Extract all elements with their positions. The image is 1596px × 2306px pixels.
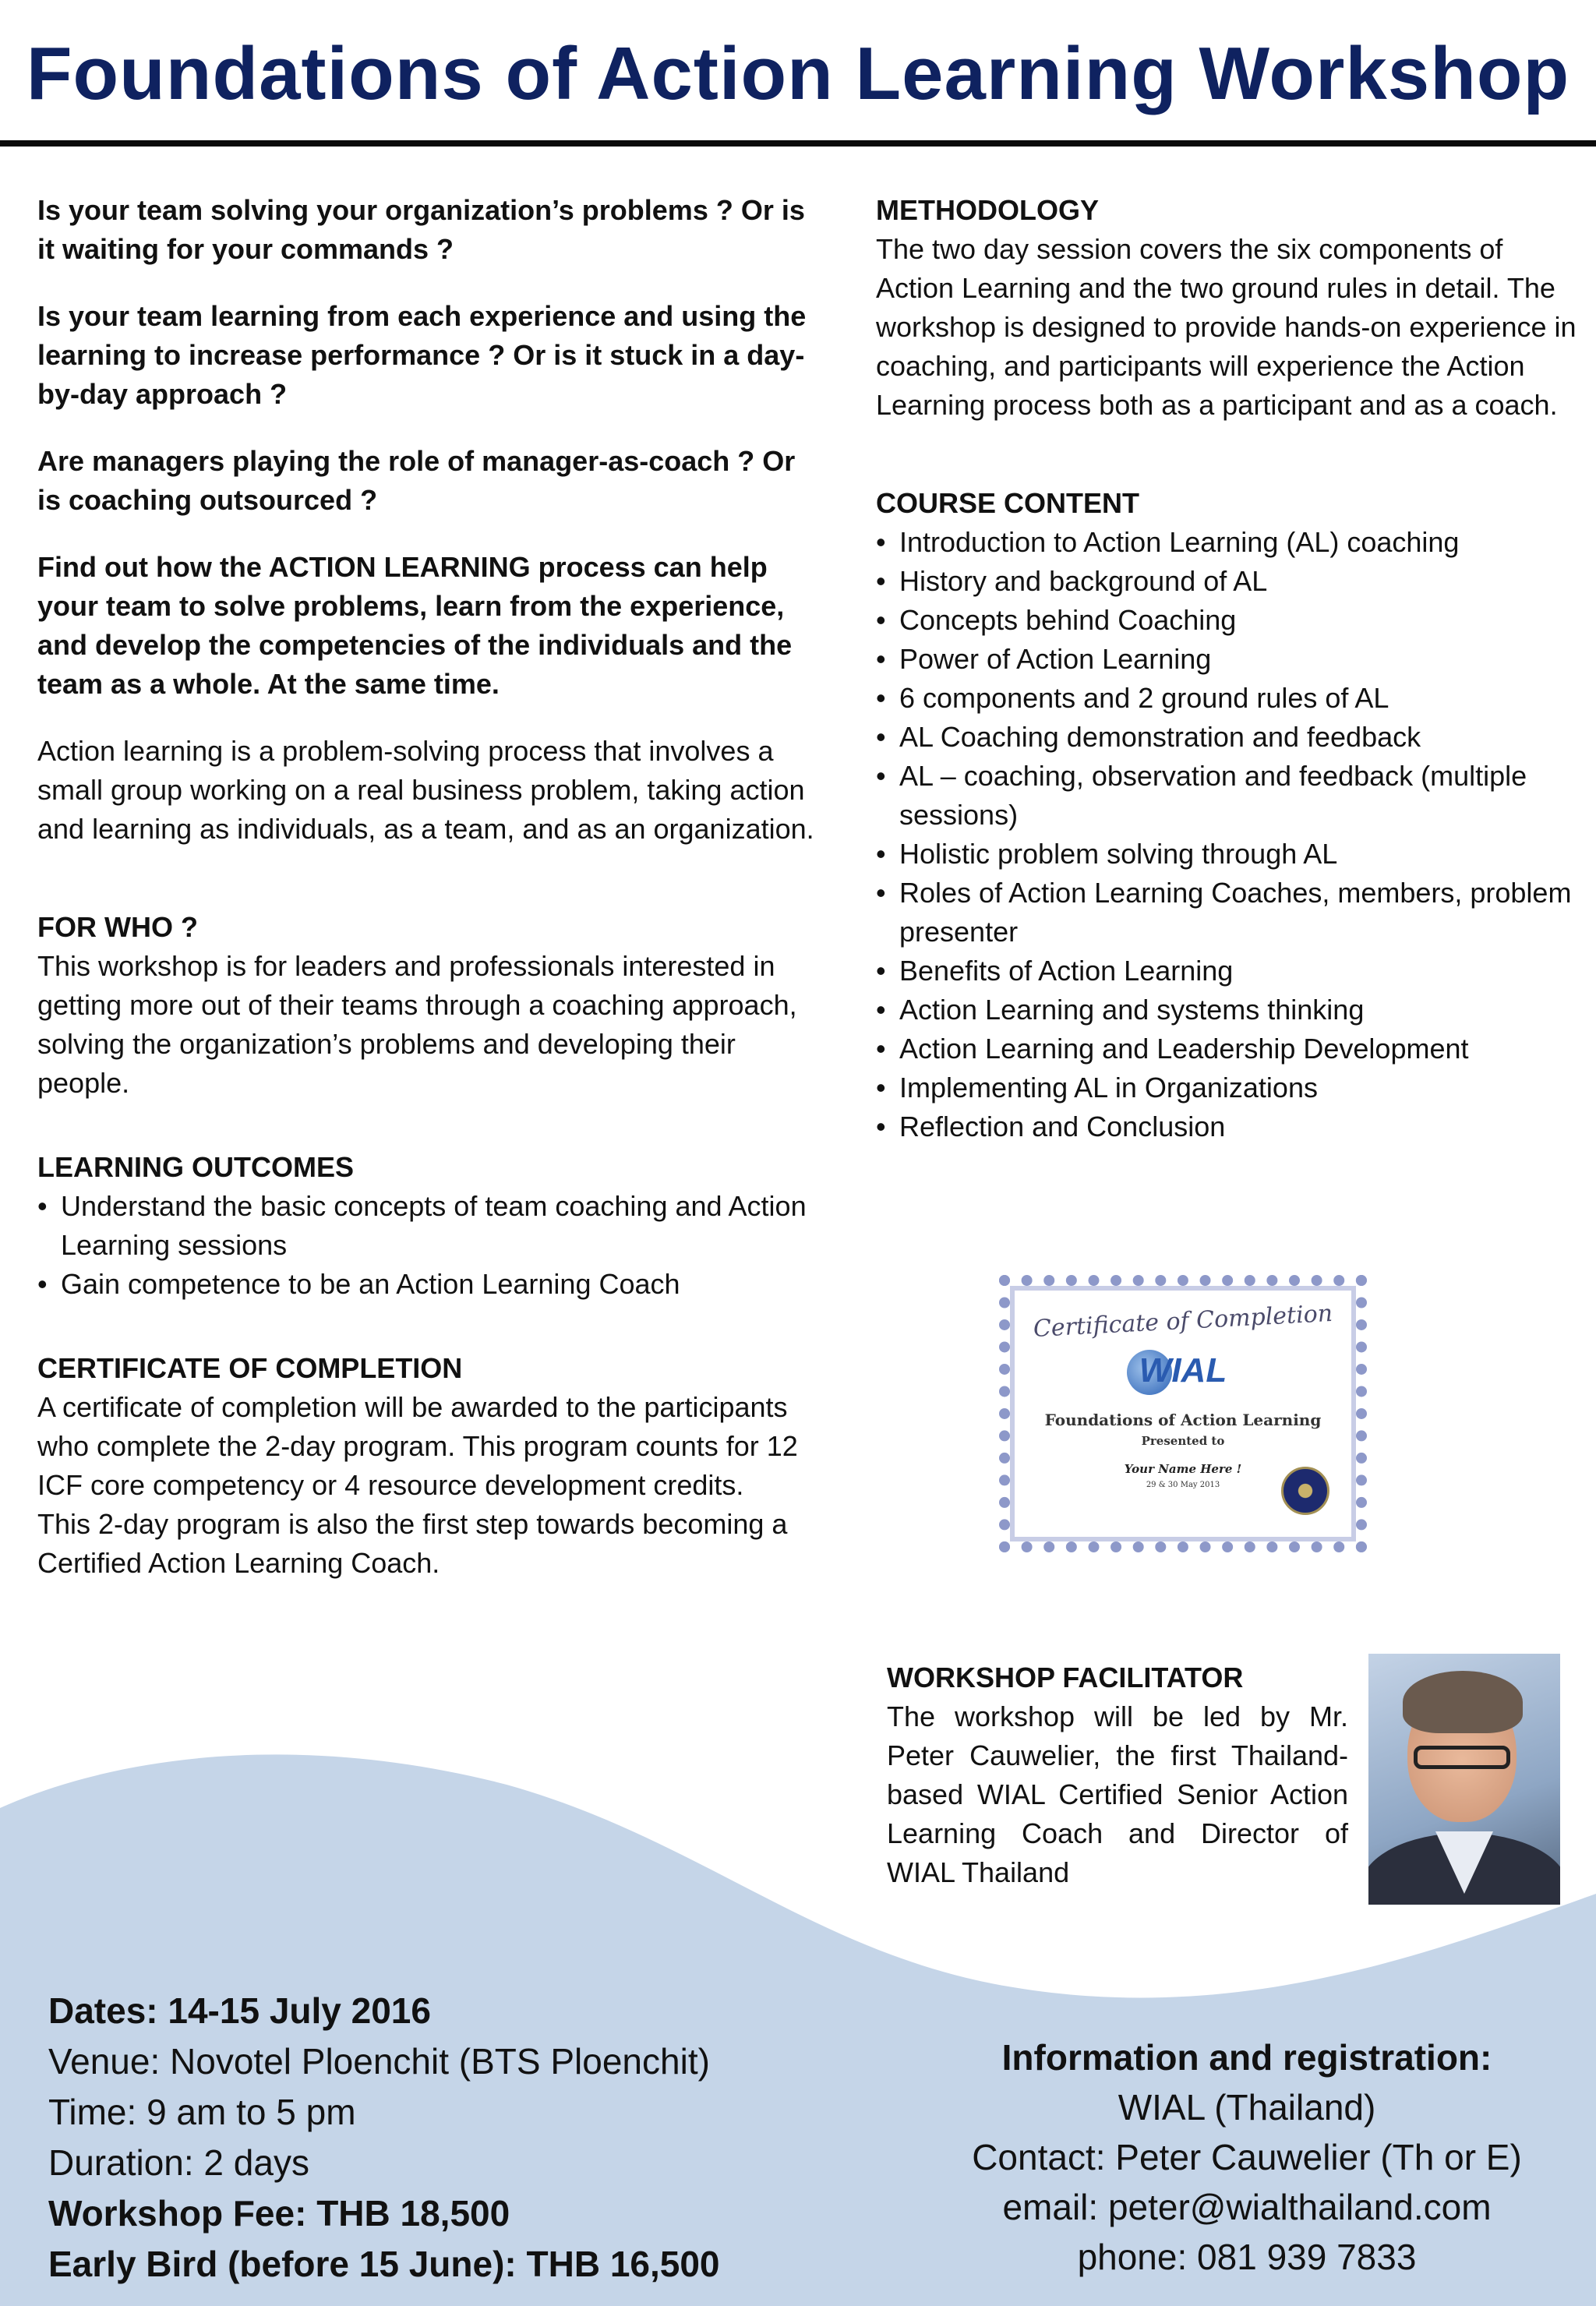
list-item: • Implementing AL in Organizations [876,1068,1577,1107]
wial-logo: WIAL [1139,1351,1227,1390]
left-column [37,191,824,1583]
event-time: Time: 9 am to 5 pm [48,2092,356,2132]
early-bird-fee: Early Bird (before 15 June): THB 16,500 [48,2244,720,2284]
event-venue: Venue: Novotel Ploenchit (BTS Ploenchit) [48,2041,710,2082]
list-item: • History and background of AL [876,562,1577,601]
event-duration: Duration: 2 days [48,2142,309,2183]
question-1: Is your team solving your organization’s problems ? Or is it waiting for your commands ? [37,194,805,265]
certificate-heading: CERTIFICATE OF COMPLETION [37,1352,463,1384]
list-item: • Power of Action Learning [876,640,1577,679]
certificate-subtitle: Foundations of Action Learning [1044,1411,1322,1429]
certificate-title: Certificate of Completion [1033,1299,1333,1344]
certificate-image [999,1275,1367,1552]
certificate-date: 29 & 30 May 2013 [1146,1481,1220,1489]
question-2: Is your team learning from each experience and using the learning to increase performance ? Or is it stuck in a day-by-day approach ? [37,300,807,410]
certificate-text: A certificate of completion will be awarded to the participants who complete the 2-day program. This program counts for 12 ICF core competency or 4 resource development credits. [37,1391,798,1501]
list-item: • Action Learning and systems thinking [876,991,1577,1029]
event-details [48,1986,906,2290]
certificate-name: Your Name Here ! [1124,1462,1242,1476]
list-item: • AL Coaching demonstration and feedback [876,718,1577,757]
methodology-heading: METHODOLOGY [876,194,1099,226]
facilitator-text: The workshop will be led by Mr. Peter Cauwelier, the first Thailand-based WIAL Certified Senior Action Learning Coach and Director of WIAL Thailand [887,1700,1348,1888]
facilitator-heading: WORKSHOP FACILITATOR [887,1662,1244,1693]
list-item: • Understand the basic concepts of team coaching and Action Learning sessions [37,1187,824,1265]
registration-contact: Contact: Peter Cauwelier (Th or E) [972,2137,1522,2177]
right-column [876,191,1577,1146]
list-item: • Benefits of Action Learning [876,952,1577,991]
registration-org: WIAL (Thailand) [1118,2087,1376,2128]
question-3: Are managers playing the role of manager-as-coach ? Or is coaching outsourced ? [37,445,796,516]
list-item: • 6 components and 2 ground rules of AL [876,679,1577,718]
question-4: Find out how the ACTION LEARNING process can help your team to solve problems, learn from the experience, and develop the competencies of the individuals and the team as a whole. At the same time. [37,551,793,700]
methodology-text: The two day session covers the six components of Action Learning and the two ground rules in detail. The workshop is designed to provide hands-on experience in coaching, and participants will experience the Action Learning process both as a participant and as a coach. [876,233,1577,421]
learning-outcomes-heading: LEARNING OUTCOMES [37,1151,355,1183]
registration-phone: phone: 081 939 7833 [1077,2237,1417,2277]
intro-paragraph: Action learning is a problem-solving process that involves a small group working on a real business problem, taking action and learning as individuals, as a team, and as an organization. [37,735,814,845]
course-content-heading: COURSE CONTENT [876,487,1140,519]
list-item: • Holistic problem solving through AL [876,835,1577,874]
page-title: Foundations of Action Learning Workshop [26,32,1570,115]
facilitator-photo [1368,1654,1560,1905]
list-item: • Concepts behind Coaching [876,601,1577,640]
facilitator-section [887,1658,1348,1892]
certificate-presented: Presented to [1141,1434,1225,1448]
list-item: • Gain competence to be an Action Learning Coach [37,1265,824,1304]
registration-heading: Information and registration: [1001,2037,1492,2078]
certificate-text-2: This 2-day program is also the first step towards becoming a Certified Action Learning Coach. [37,1508,788,1579]
for-who-heading: FOR WHO ? [37,911,198,943]
learning-outcomes-list [37,1187,824,1304]
workshop-fee: Workshop Fee: THB 18,500 [48,2193,510,2234]
list-item: • AL – coaching, observation and feedback (multiple sessions) [876,757,1577,835]
course-content-list [876,523,1577,1146]
for-who-text: This workshop is for leaders and professionals interested in getting more out of their teams through a coaching approach, solving the organization’s problems and developing their people. [37,950,797,1099]
list-item: • Action Learning and Leadership Development [876,1029,1577,1068]
title-divider [0,140,1596,147]
list-item: • Roles of Action Learning Coaches, members, problem presenter [876,874,1577,952]
event-dates: Dates: 14-15 July 2016 [48,1990,431,2031]
registration-info [920,2032,1574,2282]
list-item: • Introduction to Action Learning (AL) coaching [876,523,1577,562]
registration-email[interactable]: email: peter@wialthailand.com [1002,2187,1492,2227]
list-item: • Reflection and Conclusion [876,1107,1577,1146]
seal-icon [1281,1467,1329,1515]
